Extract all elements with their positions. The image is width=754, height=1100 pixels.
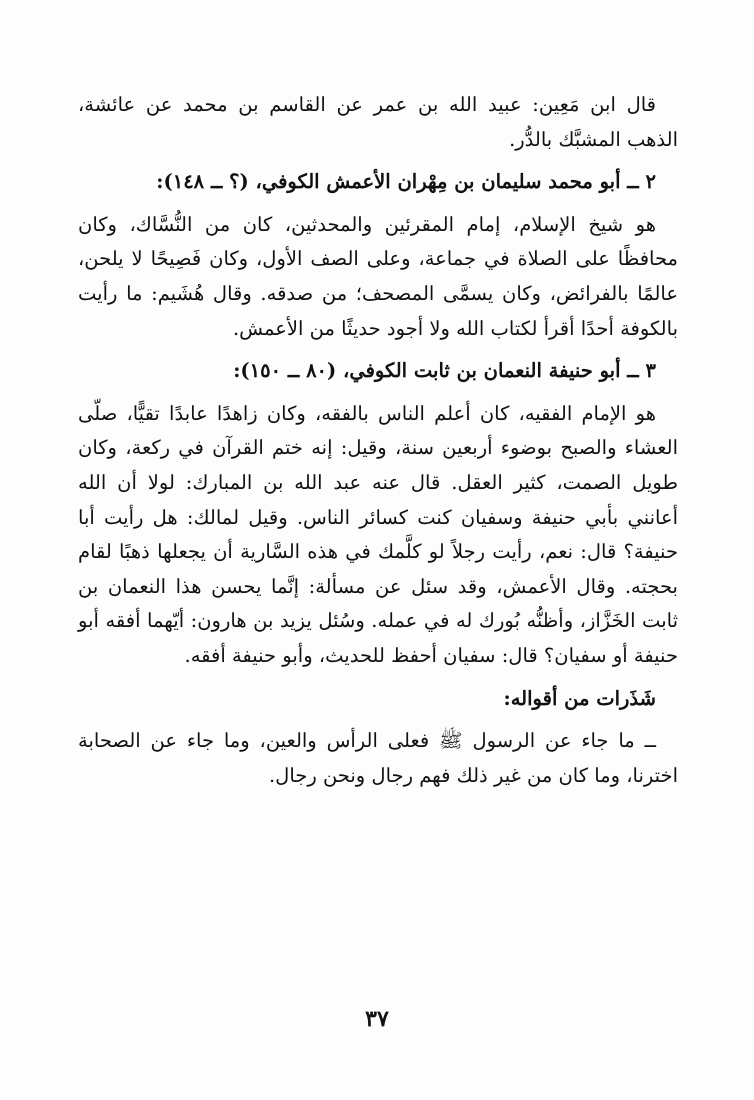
saying-item-1: ــ ما جاء عن الرسول ﷺ فعلى الرأس والعين، وما جاء عن الصحابة اخترنا، وما كان من غير ذلك فهم رجال ونحن رجال. (78, 729, 678, 787)
entry-3-heading: ٣ ــ أبو حنيفة النعمان بن ثابت الكوفي، (٨٠ ــ ١٥٠): (233, 359, 656, 383)
page-text (78, 88, 678, 793)
entry-1-paragraph: قال ابن مَعِين: عبيد الله بن عمر عن القاسم بن محمد عن عائشة، الذهب المشبَّك بالدُّر. (78, 93, 678, 151)
sayings-heading: شَذَرات من أقواله: (503, 686, 656, 710)
entry-2-body: هو شيخ الإسلام، إمام المقرئين والمحدثين، كان من النُّسَّاك، وكان محافظًا على الصلاة في جماعة، وعلى الصف الأول، وكان فَصِيحًا لا يلحن، عالمًا بالفرائض، وكان يسمَّى المصحف؛ من صدقه. وقال هُشَيم: ما رأيت بالكوفة أحدًا أقرأ لكتاب الله ولا أجود حديثًا من الأعمش. (78, 212, 678, 340)
entry-2-heading: ٢ ــ أبو محمد سليمان بن مِهْران الأعمش الكوفي، (؟ ــ ١٤٨): (156, 170, 656, 194)
entry-3-body: هو الإمام الفقيه، كان أعلم الناس بالفقه، وكان زاهدًا عابدًا تقيًّا، صلّى العشاء والصبح بوضوء أربعين سنة، وقيل: إنه ختم القرآن في ركعة، وكان طويل الصمت، كثير العقل. قال عنه عبد الله بن المبارك: لولا أن الله أعانني بأبي حنيفة وسفيان كنت كسائر الناس. وقيل لمالك: هل رأيت أبا حنيفة؟ قال: نعم، رأيت رجلاً لو كلَّمك في هذه السَّارية أن يجعلها ذهبًا لقام بحجته. وقال الأعمش، وقد سئل عن مسألة: إنَّما يحسن هذا النعمان بن ثابت الخَزَّاز، وأظنُّه بُورك له في عمله. وسُئل يزيد بن هارون: أيّهما أفقه أبو حنيفة أو سفيان؟ قال: سفيان أحفظ للحديث، وأبو حنيفة أفقه. (78, 401, 678, 667)
page-number: ٣٧ (365, 1006, 389, 1032)
